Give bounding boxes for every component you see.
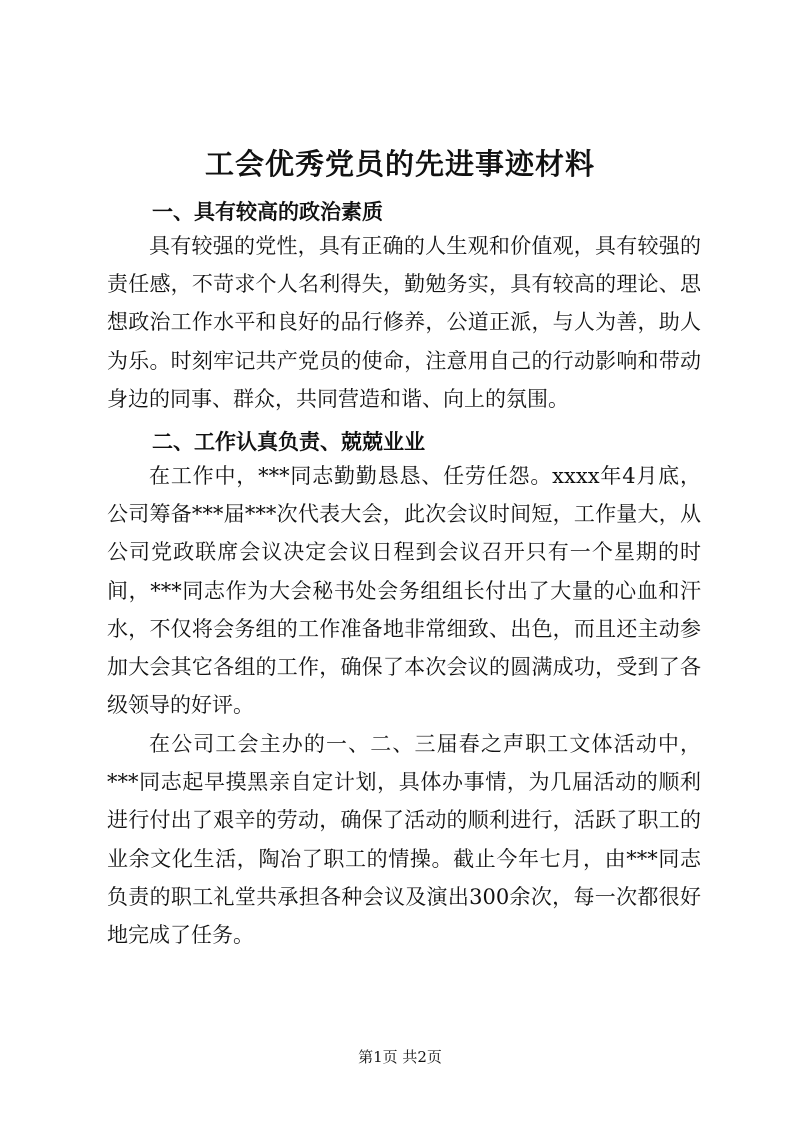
page-footer: 第1页 共2页 bbox=[358, 1048, 442, 1066]
section-2-paragraph-2: 在公司工会主办的一、二、三届春之声职工文体活动中，***同志起早摸黑亲自定计划，具体办事情，为几届活动的顺利进行付出了艰辛的劳动，确保了活动的顺利进行，活跃了职工的业余文化生活，陶冶了职工的情操。截止今年七月，由***同志负责的职工礼堂共承担各种会议及演出300余次，每一次都很好地完成了任务。 bbox=[107, 732, 701, 948]
section-2-paragraph-1: 在工作中，***同志勤勤恳恳、任劳任怨。xxxx年4月底，公司筹备***届***次代表大会，此次会议时间短，工作量大，从公司党政联席会议决定会议日程到会议召开只有一个星期的时间，***同志作为大会秘书处会务组组长付出了大量的心血和汗水，不仅将会务组的工作准备地非常细致、出色，而且还主动参加大会其它各组的工作，确保了本次会议的圆满成功，受到了各级领导的好评。 bbox=[107, 464, 701, 718]
section-heading-1: 一、具有较高的政治素质 bbox=[152, 199, 383, 224]
section-1-paragraph-1: 具有较强的党性，具有正确的人生观和价值观，具有较强的责任感，不苛求个人名利得失，勤勉务实，具有较高的理论、思想政治工作水平和良好的品行修养，公道正派，与人为善，助人为乐。时刻牢记共产党员的使命，注意用自己的行动影响和带动身边的同事、群众，共同营造和谐、向上的氛围。 bbox=[107, 234, 701, 411]
document-title: 工会优秀党员的先进事迹材料 bbox=[204, 147, 595, 181]
section-heading-2: 二、工作认真负责、兢兢业业 bbox=[152, 429, 425, 454]
